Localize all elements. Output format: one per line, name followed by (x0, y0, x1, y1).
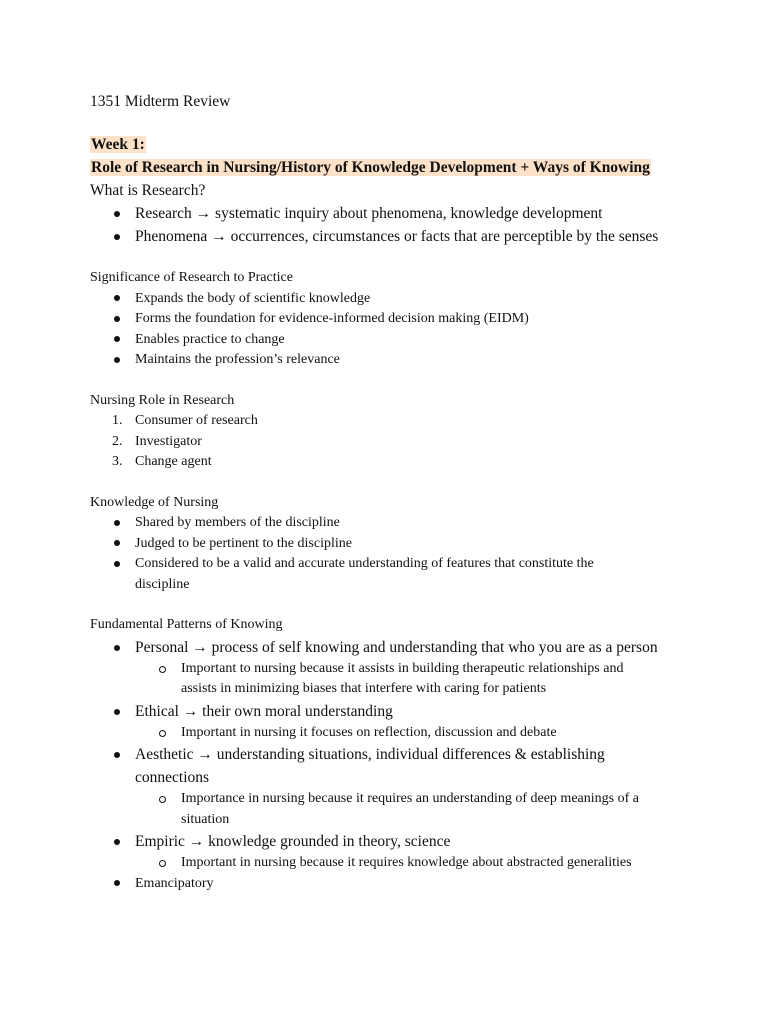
list-item (90, 554, 690, 575)
hollow-bullet-icon (159, 796, 166, 803)
hollow-bullet-icon (159, 860, 166, 867)
list-item-text: Research → systematic inquiry about phenomena, knowledge development (135, 205, 603, 222)
knowledge-list (90, 513, 690, 595)
sub-list-item-text: Important in nursing because it requires knowledge about abstracted generalities (181, 855, 632, 870)
list-number: 3. (112, 454, 123, 469)
section-heading-research: What is Research? (90, 182, 206, 199)
spacer (90, 113, 690, 133)
sub-list-item (90, 853, 690, 874)
document-title: 1351 Midterm Review (90, 93, 231, 110)
list-item-text: Investigator (135, 433, 202, 449)
bullet-icon (112, 350, 122, 371)
bullet-icon (112, 289, 122, 310)
sub-list-item-continuation (90, 679, 690, 700)
list-item-text: Expands the body of scientific knowledge (135, 290, 371, 306)
list-item (90, 700, 690, 723)
list-item-text: Ethical → their own moral understanding (135, 702, 393, 720)
section-heading-knowledge: Knowledge of Nursing (90, 494, 219, 510)
list-item-text: Considered to be a valid and accurate understanding of features that constitute the (135, 556, 594, 571)
list-item-continuation (90, 766, 690, 789)
sub-list-item-continuation (90, 810, 690, 831)
list-item-text: Maintains the profession’s relevance (135, 352, 340, 367)
bullet-icon (112, 202, 122, 225)
list-item-text: Emancipatory (135, 875, 214, 891)
bullet-icon (112, 330, 122, 351)
spacer (90, 595, 690, 615)
bullet-icon (112, 554, 122, 575)
list-item-text: Consumer of research (135, 413, 258, 428)
list-item (90, 513, 690, 534)
bullet-icon (112, 309, 122, 330)
document-page (90, 90, 690, 894)
significance-list (90, 289, 690, 371)
list-item (90, 432, 690, 453)
list-item (90, 636, 690, 659)
bullet-icon (112, 700, 122, 723)
sub-list-item-text: Importance in nursing because it requires an understanding of deep meanings of a (181, 791, 639, 806)
list-item-text: Judged to be pertinent to the discipline (135, 535, 352, 551)
list-item-text: Change agent (135, 454, 212, 469)
spacer (90, 473, 690, 493)
sub-list-item (90, 723, 690, 744)
topic-heading-line (90, 156, 690, 179)
section-heading-patterns: Fundamental Patterns of Knowing (90, 617, 283, 632)
list-number: 2. (112, 433, 123, 449)
patterns-list (90, 636, 690, 895)
week-heading-line (90, 133, 690, 156)
sub-list-item (90, 659, 690, 680)
section-heading-significance: Significance of Research to Practice (90, 270, 293, 285)
week-heading: Week 1: (91, 136, 145, 153)
sub-list-item-text: situation (181, 811, 230, 827)
list-item-continuation (90, 575, 690, 596)
list-item (90, 309, 690, 330)
bullet-icon (112, 743, 122, 766)
list-item (90, 874, 690, 895)
bullet-icon (112, 225, 122, 248)
list-item-text: Enables practice to change (135, 331, 285, 347)
list-item-text: Personal → process of self knowing and understanding that who you are as a person (135, 638, 658, 656)
list-item (90, 452, 690, 473)
spacer (90, 248, 690, 268)
list-item (90, 411, 690, 432)
list-item (90, 225, 690, 248)
bullet-icon (112, 874, 122, 895)
bullet-icon (112, 534, 122, 555)
list-item-text: Forms the foundation for evidence-informed decision making (EIDM) (135, 311, 529, 326)
spacer (90, 371, 690, 391)
list-item (90, 534, 690, 555)
list-item (90, 202, 690, 225)
list-item (90, 743, 690, 766)
topic-heading: Role of Research in Nursing/History of Knowledge Development + Ways of Knowing (91, 159, 650, 176)
list-number: 1. (112, 413, 123, 428)
list-item (90, 330, 690, 351)
bullet-icon (112, 513, 122, 534)
role-list (90, 411, 690, 473)
bullet-icon (112, 636, 122, 659)
list-item-text: Shared by members of the discipline (135, 515, 340, 530)
list-item-text: connections (135, 769, 210, 786)
sub-list-item (90, 789, 690, 810)
list-item (90, 289, 690, 310)
list-item-text: Aesthetic → understanding situations, individual differences & establishing (135, 746, 605, 763)
sub-list-item-text: Important in nursing it focuses on reflection, discussion and debate (181, 724, 557, 740)
list-item (90, 830, 690, 853)
list-item-text: Empiric → knowledge grounded in theory, science (135, 833, 451, 850)
hollow-bullet-icon (159, 730, 166, 737)
list-item-text: Phenomena → occurrences, circumstances or facts that are perceptible by the senses (135, 228, 659, 245)
section-heading-role: Nursing Role in Research (90, 392, 235, 408)
list-item (90, 350, 690, 371)
list-item-text: discipline (135, 576, 190, 592)
hollow-bullet-icon (159, 666, 166, 673)
research-list (90, 202, 690, 248)
sub-list-item-text: assists in minimizing biases that interfere with caring for patients (181, 681, 547, 696)
bullet-icon (112, 830, 122, 853)
sub-list-item-text: Important to nursing because it assists in building therapeutic relationships and (181, 660, 624, 676)
